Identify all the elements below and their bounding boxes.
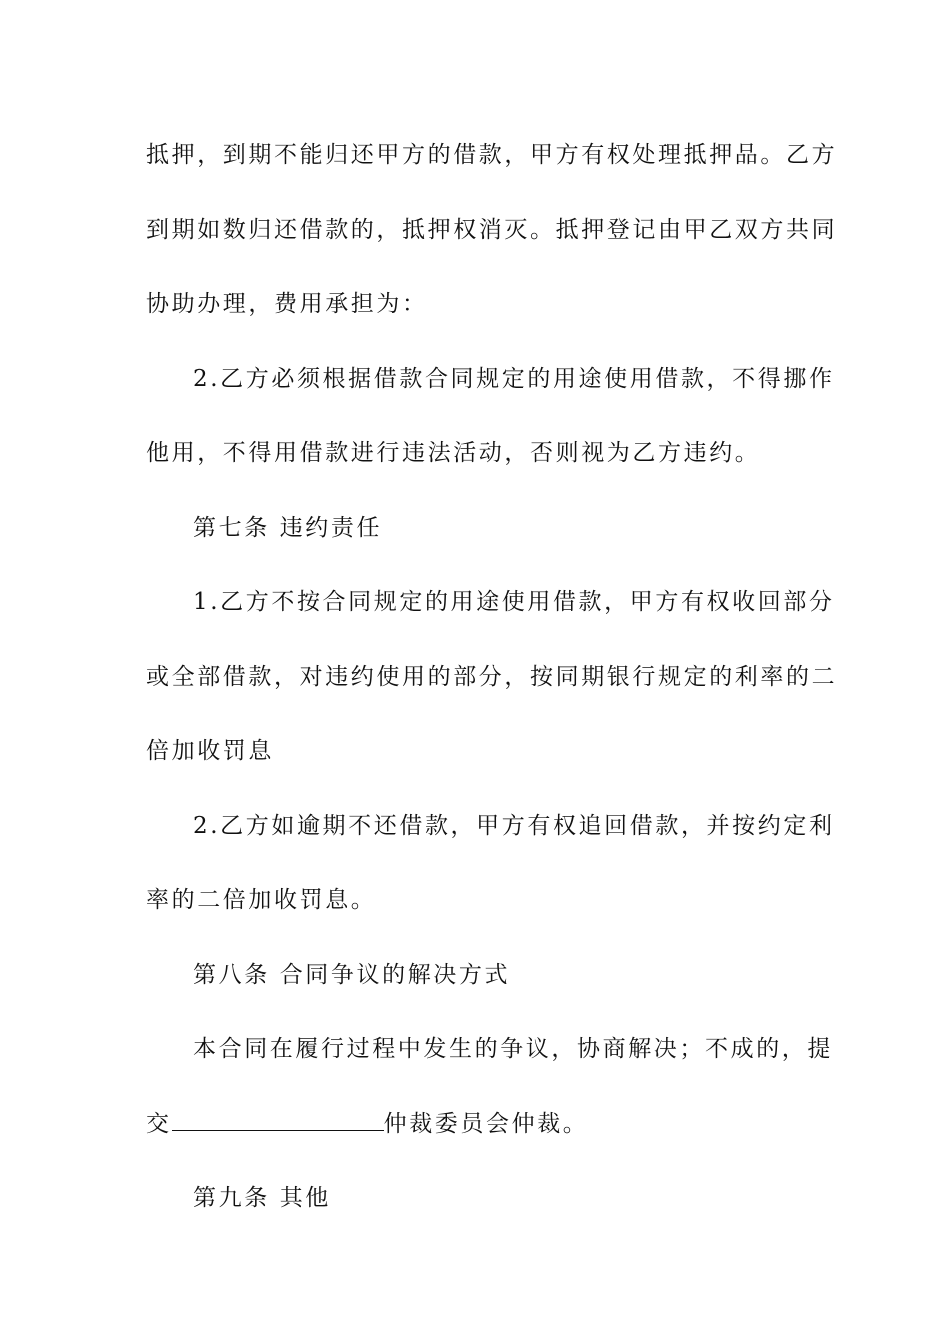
paragraph-line: 率的二倍加收罚息。 bbox=[146, 887, 377, 913]
clause-item: 2.乙方必须根据借款合同规定的用途使用借款，不得挪作 bbox=[193, 365, 835, 392]
paragraph-line: 倍加收罚息 bbox=[146, 738, 274, 764]
document-page bbox=[146, 130, 838, 1248]
paragraph-line: 或全部借款，对违约使用的部分，按同期银行规定的利率的二 bbox=[146, 663, 838, 690]
fill-in-blank[interactable] bbox=[172, 1108, 384, 1131]
article-heading: 第九条 其他 bbox=[193, 1185, 331, 1211]
paragraph-line: 他用，不得用借款进行违法活动，否则视为乙方违约。 bbox=[146, 440, 761, 466]
clause-item: 1.乙方不按合同规定的用途使用借款，甲方有权收回部分 bbox=[193, 589, 835, 615]
article-heading: 第八条 合同争议的解决方式 bbox=[193, 961, 511, 988]
paragraph-line: 到期如数归还借款的，抵押权消灭。抵押登记由甲乙双方共同 bbox=[146, 216, 838, 243]
paragraph-line: 抵押，到期不能归还甲方的借款，甲方有权处理抵押品。乙方 bbox=[146, 142, 838, 168]
clause-item: 2.乙方如逾期不还借款，甲方有权追回借款，并按约定利 bbox=[193, 812, 835, 839]
arbitration-line bbox=[146, 1099, 806, 1174]
paragraph-line: 本合同在履行过程中发生的争议，协商解决；不成的，提 bbox=[193, 1036, 833, 1062]
article-heading: 第七条 违约责任 bbox=[193, 514, 383, 541]
arbitration-suffix: 仲裁委员会仲裁。 bbox=[383, 1110, 589, 1137]
paragraph-line: 协助办理，费用承担为： bbox=[146, 291, 428, 317]
arbitration-prefix: 交 bbox=[146, 1110, 172, 1137]
